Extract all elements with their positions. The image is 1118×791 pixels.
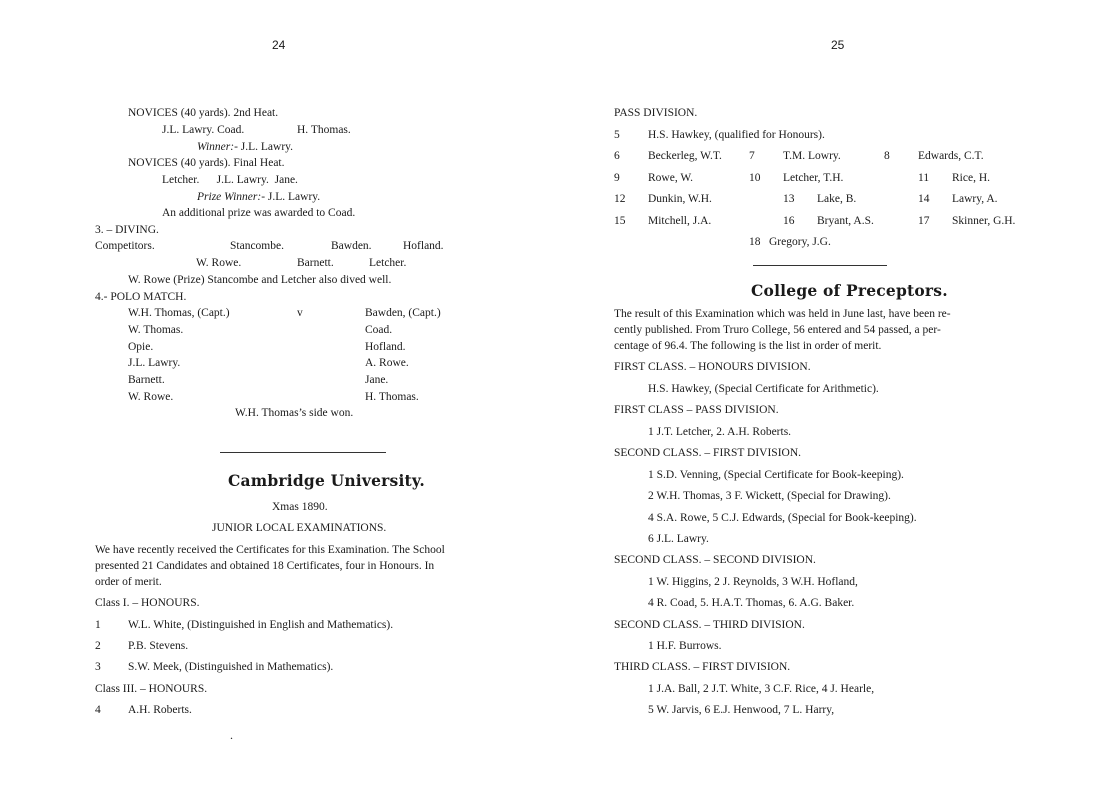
division-heading: THIRD CLASS. – FIRST DIVISION. — [614, 661, 791, 673]
division-line: 4 S.A. Rowe, 5 C.J. Edwards, (Special for Book-keeping). — [648, 512, 917, 524]
polo-right-player: Bawden, (Capt.) — [365, 307, 441, 319]
merit-number: 7 — [749, 150, 755, 162]
merit-number: 12 — [614, 193, 626, 205]
division-line: 1 H.F. Burrows. — [648, 640, 722, 652]
cambridge-paragraph-line: We have recently received the Certificates for this Examination. The School — [95, 544, 445, 556]
diving-competitor: Barnett. — [297, 257, 334, 269]
additional-prize: An additional prize was awarded to Coad. — [162, 207, 356, 219]
merit-name: A.H. Roberts. — [128, 704, 192, 716]
merit-number: 5 — [614, 129, 620, 141]
polo-result: W.H. Thomas’s side won. — [235, 407, 354, 419]
merit-name: Edwards, C.T. — [918, 150, 984, 162]
diving-competitor: Letcher. — [369, 257, 407, 269]
merit-name: H.S. Hawkey, (qualified for Honours). — [648, 129, 825, 141]
polo-left-player: Barnett. — [128, 374, 165, 386]
polo-left-player: Opie. — [128, 341, 154, 353]
division-line: 2 W.H. Thomas, 3 F. Wickett, (Special for Drawing). — [648, 490, 891, 502]
competitors-label: Competitors. — [95, 240, 155, 252]
merit-number: 16 — [783, 215, 795, 227]
final-winner — [197, 190, 320, 204]
merit-number: 18 — [749, 236, 761, 248]
preceptors-paragraph-line: The result of this Examination which was held in June last, have been re- — [614, 308, 951, 320]
division-line: 1 J.A. Ball, 2 J.T. White, 3 C.F. Rice, 4 J. Hearle, — [648, 683, 875, 695]
footer-dot: . — [230, 728, 233, 742]
cambridge-paragraph-line: order of merit. — [95, 576, 162, 588]
polo-right-player: A. Rowe. — [365, 357, 409, 369]
merit-number: 8 — [884, 150, 890, 162]
merit-number: 11 — [918, 172, 930, 184]
merit-number: 15 — [614, 215, 626, 227]
diving-competitor: Hofland. — [403, 240, 444, 252]
division-heading: SECOND CLASS. – THIRD DIVISION. — [614, 619, 805, 631]
junior-local-heading: JUNIOR LOCAL EXAMINATIONS. — [212, 522, 387, 534]
novices-heat2-heading: NOVICES (40 yards). 2nd Heat. — [128, 107, 279, 119]
page-number: 24 — [272, 38, 286, 52]
final-competitors: Letcher. J.L. Lawry. Jane. — [162, 174, 298, 186]
division-line: 6 J.L. Lawry. — [648, 533, 709, 545]
merit-name: T.M. Lowry. — [783, 150, 841, 162]
winner-name: - J.L. Lawry. — [234, 141, 294, 153]
division-line: 4 R. Coad, 5. H.A.T. Thomas, 6. A.G. Baker. — [648, 597, 855, 609]
division-line: 1 W. Higgins, 2 J. Reynolds, 3 W.H. Hofland, — [648, 576, 858, 588]
merit-name: P.B. Stevens. — [128, 640, 189, 652]
division-line: H.S. Hawkey, (Special Certificate for Arithmetic). — [648, 383, 879, 395]
merit-number: 2 — [95, 640, 101, 652]
winner-name: - J.L. Lawry. — [261, 191, 321, 203]
section-divider — [220, 452, 386, 453]
polo-left-player: W.H. Thomas, (Capt.) — [128, 307, 230, 319]
merit-number: 3 — [95, 661, 101, 673]
merit-name: Skinner, G.H. — [952, 215, 1016, 227]
polo-heading: 4.- POLO MATCH. — [95, 291, 187, 303]
merit-number: 14 — [918, 193, 930, 205]
polo-vs: v — [297, 307, 303, 319]
merit-name: Bryant, A.S. — [817, 215, 874, 227]
heat2-competitor: H. Thomas. — [297, 124, 351, 136]
merit-name: Dunkin, W.H. — [648, 193, 712, 205]
page-number: 25 — [831, 38, 845, 52]
polo-left-player: W. Thomas. — [128, 324, 184, 336]
polo-right-player: H. Thomas. — [365, 391, 419, 403]
merit-name: Lake, B. — [817, 193, 857, 205]
division-heading: FIRST CLASS. – HONOURS DIVISION. — [614, 361, 811, 373]
merit-number: 10 — [749, 172, 761, 184]
merit-number: 9 — [614, 172, 620, 184]
merit-number: 4 — [95, 704, 101, 716]
diving-competitor: Stancombe. — [230, 240, 284, 252]
merit-number: 6 — [614, 150, 620, 162]
section-divider — [753, 265, 887, 266]
polo-left-player: W. Rowe. — [128, 391, 174, 403]
diving-note: W. Rowe (Prize) Stancombe and Letcher also dived well. — [128, 274, 392, 286]
merit-name: Gregory, J.G. — [769, 236, 831, 248]
heat2-competitor: J.L. Lawry. Coad. — [162, 124, 245, 136]
division-heading: FIRST CLASS – PASS DIVISION. — [614, 404, 779, 416]
right-page — [559, 0, 1118, 791]
polo-left-player: J.L. Lawry. — [128, 357, 181, 369]
cambridge-paragraph-line: presented 21 Candidates and obtained 18 Certificates, four in Honours. In — [95, 560, 435, 572]
merit-number: 13 — [783, 193, 795, 205]
diving-competitor: W. Rowe. — [196, 257, 242, 269]
xmas-date: Xmas 1890. — [272, 501, 328, 513]
merit-name: Rowe, W. — [648, 172, 694, 184]
cambridge-heading: Cambridge University. — [228, 471, 425, 490]
division-heading: SECOND CLASS. – SECOND DIVISION. — [614, 554, 816, 566]
diving-heading: 3. – DIVING. — [95, 224, 159, 236]
merit-name: Mitchell, J.A. — [648, 215, 712, 227]
pass-division-heading: PASS DIVISION. — [614, 107, 698, 119]
preceptors-heading: College of Preceptors. — [751, 281, 948, 300]
polo-right-player: Coad. — [365, 324, 393, 336]
heat2-winner — [197, 140, 293, 154]
preceptors-paragraph-line: centage of 96.4. The following is the list in order of merit. — [614, 340, 882, 352]
merit-name: Lawry, A. — [952, 193, 998, 205]
merit-name: W.L. White, (Distinguished in English and Mathematics). — [128, 619, 394, 631]
merit-name: Letcher, T.H. — [783, 172, 844, 184]
polo-right-player: Jane. — [365, 374, 389, 386]
division-line: 5 W. Jarvis, 6 E.J. Henwood, 7 L. Harry, — [648, 704, 835, 716]
class3-heading: Class III. – HONOURS. — [95, 683, 208, 695]
merit-name: Rice, H. — [952, 172, 991, 184]
diving-competitor: Bawden. — [331, 240, 372, 252]
novices-final-heading: NOVICES (40 yards). Final Heat. — [128, 157, 285, 169]
class1-heading: Class I. – HONOURS. — [95, 597, 200, 609]
winner-label: Prize Winner: — [197, 191, 262, 203]
preceptors-paragraph-line: cently published. From Truro College, 56 entered and 54 passed, a per- — [614, 324, 941, 336]
polo-right-player: Hofland. — [365, 341, 406, 353]
merit-name: Beckerleg, W.T. — [648, 150, 722, 162]
division-line: 1 S.D. Venning, (Special Certificate for Book-keeping). — [648, 469, 904, 481]
merit-number: 17 — [918, 215, 930, 227]
merit-number: 1 — [95, 619, 101, 631]
merit-name: S.W. Meek, (Distinguished in Mathematics). — [128, 661, 334, 673]
division-line: 1 J.T. Letcher, 2. A.H. Roberts. — [648, 426, 792, 438]
division-heading: SECOND CLASS. – FIRST DIVISION. — [614, 447, 802, 459]
winner-label: Winner: — [197, 141, 235, 153]
